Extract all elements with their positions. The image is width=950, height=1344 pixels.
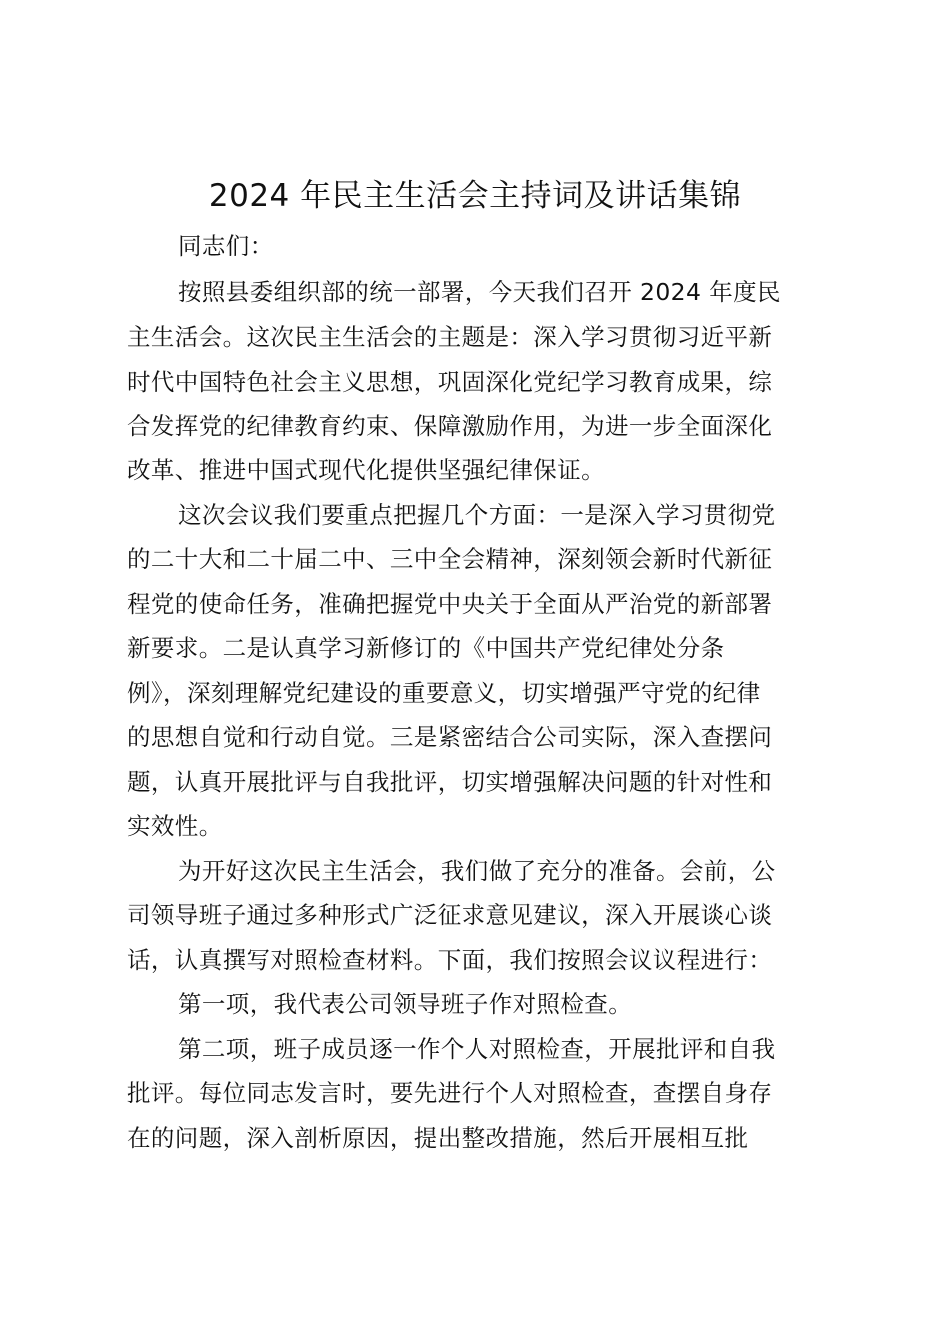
- document-title: 2024 年民主生活会主持词及讲话集锦: [208, 178, 742, 214]
- paragraph-4-line-1: 第一项，我代表公司领导班子作对照检查。: [178, 990, 633, 1018]
- salutation: 同志们：: [178, 232, 274, 260]
- paragraph-3-line-2: 司领导班子通过多种形式广泛征求意见建议，深入开展谈心谈: [127, 901, 773, 929]
- paragraph-3-line-3: 话，认真撰写对照检查材料。下面，我们按照会议议程进行：: [127, 946, 773, 974]
- paragraph-1-line-1: 按照县委组织部的统一部署，今天我们召开 2024 年度民: [178, 278, 781, 306]
- paragraph-2-line-6: 的思想自觉和行动自觉。三是紧密结合公司实际，深入查摆问: [127, 723, 773, 751]
- paragraph-5-line-3: 在的问题，深入剖析原因，提出整改措施，然后开展相互批: [127, 1124, 749, 1152]
- paragraph-2-line-1: 这次会议我们要重点把握几个方面：一是深入学习贯彻党: [178, 501, 776, 529]
- paragraph-3-line-1: 为开好这次民主生活会，我们做了充分的准备。会前，公: [178, 857, 776, 885]
- paragraph-1-line-5: 改革、推进中国式现代化提供坚强纪律保证。: [127, 456, 605, 484]
- paragraph-2-line-3: 程党的使命任务，准确把握党中央关于全面从严治党的新部署: [127, 590, 773, 618]
- paragraph-1-line-2: 主生活会。这次民主生活会的主题是：深入学习贯彻习近平新: [127, 323, 773, 351]
- paragraph-1-line-4: 合发挥党的纪律教育约束、保障激励作用，为进一步全面深化: [127, 412, 773, 440]
- paragraph-2-line-4: 新要求。二是认真学习新修订的《中国共产党纪律处分条: [127, 634, 725, 662]
- paragraph-5-line-2: 批评。每位同志发言时，要先进行个人对照检查，查摆自身存: [127, 1079, 773, 1107]
- paragraph-2-line-2: 的二十大和二十届二中、三中全会精神，深刻领会新时代新征: [127, 545, 773, 573]
- paragraph-5-line-1: 第二项，班子成员逐一作个人对照检查，开展批评和自我: [178, 1035, 776, 1063]
- paragraph-2-line-8: 实效性。: [127, 812, 223, 840]
- paragraph-2-line-7: 题，认真开展批评与自我批评，切实增强解决问题的针对性和: [127, 768, 773, 796]
- paragraph-2-line-5: 例》，深刻理解党纪建设的重要意义，切实增强严守党的纪律: [127, 679, 761, 707]
- paragraph-1-line-3: 时代中国特色社会主义思想，巩固深化党纪学习教育成果，综: [127, 368, 773, 396]
